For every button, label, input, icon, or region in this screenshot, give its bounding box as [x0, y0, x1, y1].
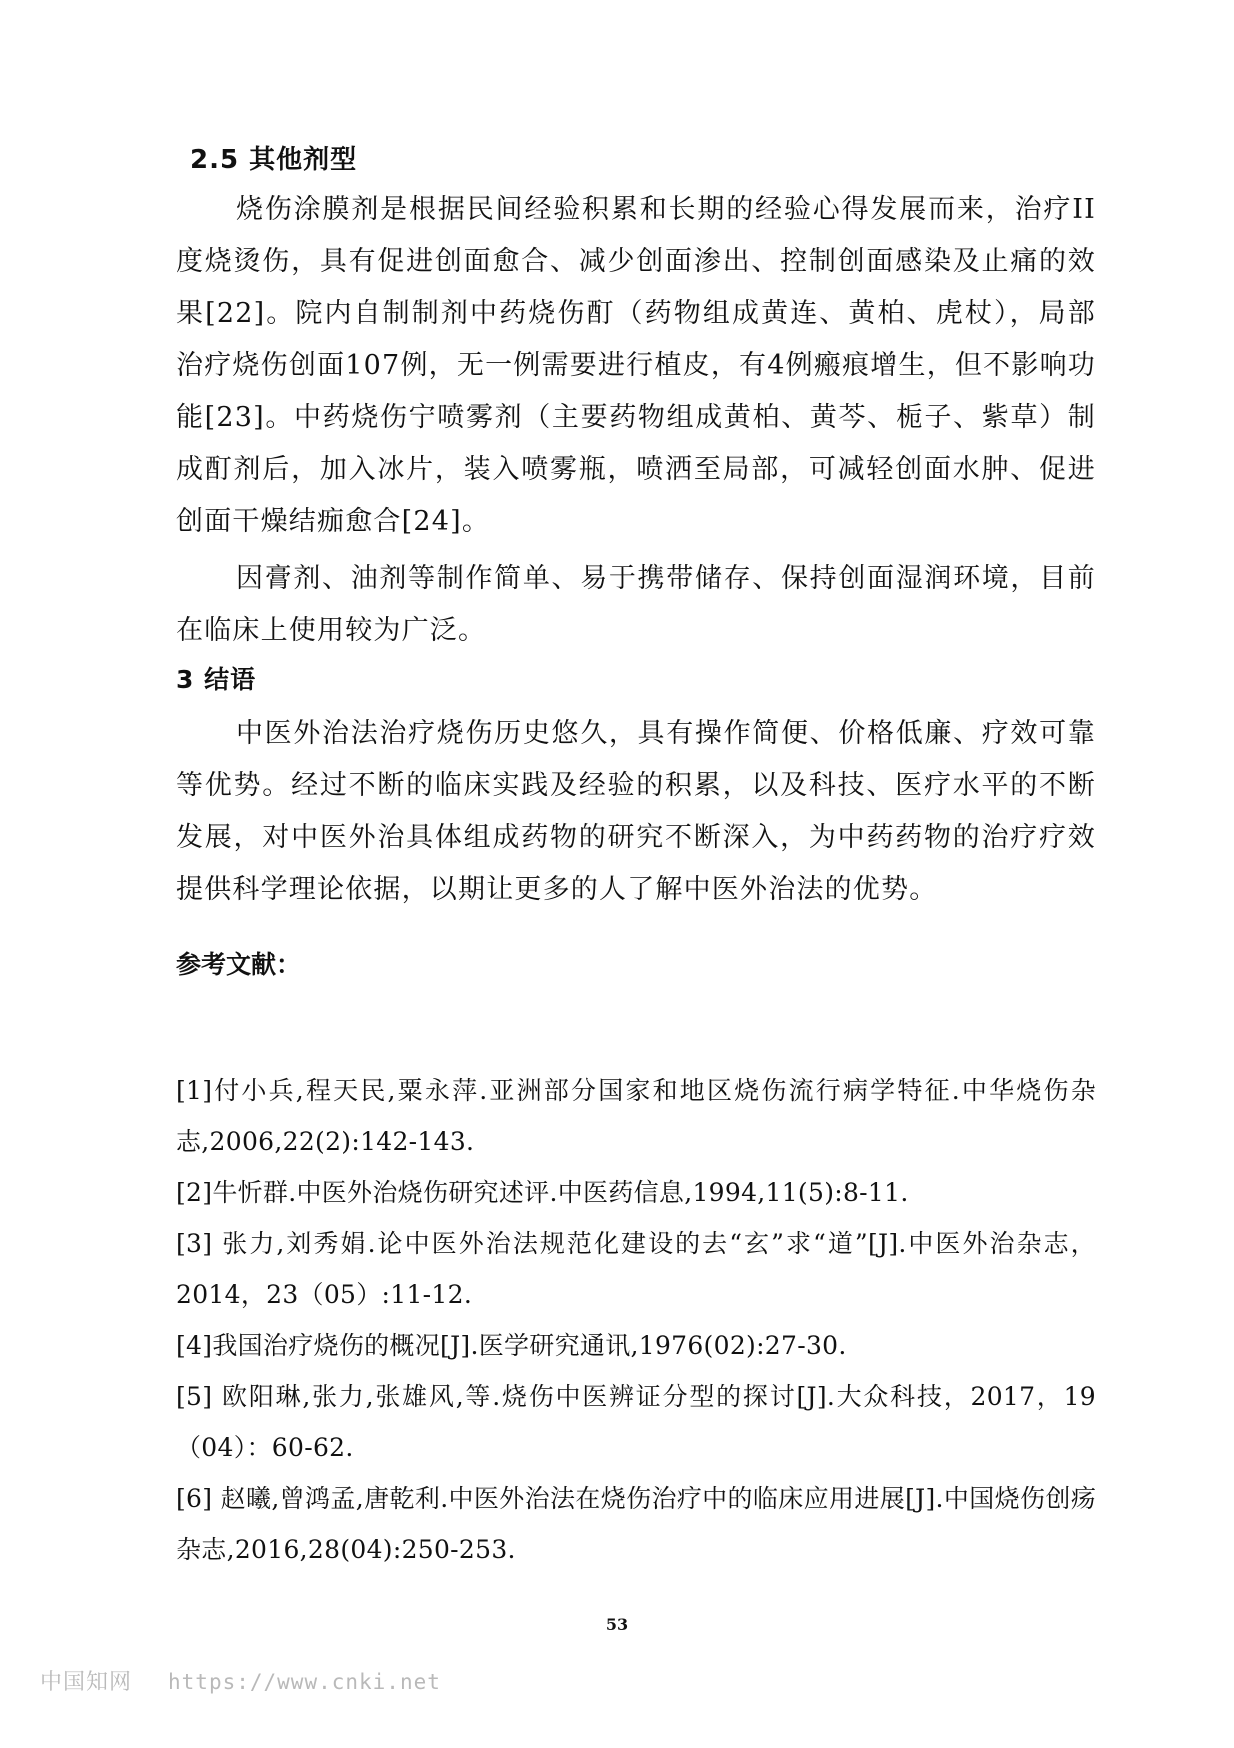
reference-list — [176, 1065, 1096, 1575]
references-heading: 参考文献： — [176, 950, 302, 979]
reference-item: [2]牛忻群.中医外治烧伤研究述评.中医药信息,1994,11(5):8-11. — [176, 1178, 909, 1207]
reference-item: [6] 赵曦,曾鸿孟,唐乾利.中医外治法在烧伤治疗中的临床应用进展[J].中国烧伤创疡杂志,2016,28(04):250-253. — [176, 1484, 1096, 1564]
reference-item: [5] 欧阳琳,张力,张雄风,等.烧伤中医辨证分型的探讨[J].大众科技，2017，19（04）：60-62. — [176, 1382, 1096, 1462]
reference-item: [1]付小兵,程天民,粟永萍.亚洲部分国家和地区烧伤流行病学特征.中华烧伤杂志,2006,22(2):142-143. — [176, 1076, 1096, 1156]
cnki-watermark — [40, 1665, 441, 1696]
reference-item: [4]我国治疗烧伤的概况[J].医学研究通讯,1976(02):27-30. — [176, 1331, 847, 1360]
paragraph-ointments: 因膏剂、油剂等制作简单、易于携带储存、保持创面湿润环境，目前在临床上使用较为广泛。 — [176, 563, 1096, 646]
page-number: 53 — [605, 1615, 629, 1634]
section-heading-2-5: 2.5 其他剂型 — [190, 145, 358, 175]
paragraph-dosage-forms: 烧伤涂膜剂是根据民间经验积累和长期的经验心得发展而来，治疗II度烧烫伤，具有促进创面愈合、减少创面渗出、控制创面感染及止痛的效果[22]。院内自制制剂中药烧伤酊（药物组成黄连、黄柏、虎杖），局部治疗烧伤创面107例，无一例需要进行植皮，有4例瘢痕增生，但不影响功能[23]。中药烧伤宁喷雾剂（主要药物组成黄柏、黄芩、栀子、紫草）制成酊剂后，加入冰片，装入喷雾瓶，喷洒至局部，可减轻创面水肿、促进创面干燥结痂愈合[24]。 — [176, 194, 1096, 537]
paragraph-conclusion: 中医外治法治疗烧伤历史悠久，具有操作简便、价格低廉、疗效可靠等优势。经过不断的临床实践及经验的积累，以及科技、医疗水平的不断发展，对中医外治具体组成药物的研究不断深入，为中药药物的治疗疗效提供科学理论依据，以期让更多的人了解中医外治法的优势。 — [176, 718, 1096, 905]
section-heading-conclusion: 3 结语 — [176, 665, 257, 694]
watermark-brand: 中国知网 — [40, 1670, 133, 1695]
watermark-url: https://www.cnki.net — [168, 1670, 441, 1694]
reference-item: [3] 张力,刘秀娟.论中医外治法规范化建设的去“玄”求“道”[J].中医外治杂志，2014，23（05）:11-12. — [176, 1229, 1096, 1309]
